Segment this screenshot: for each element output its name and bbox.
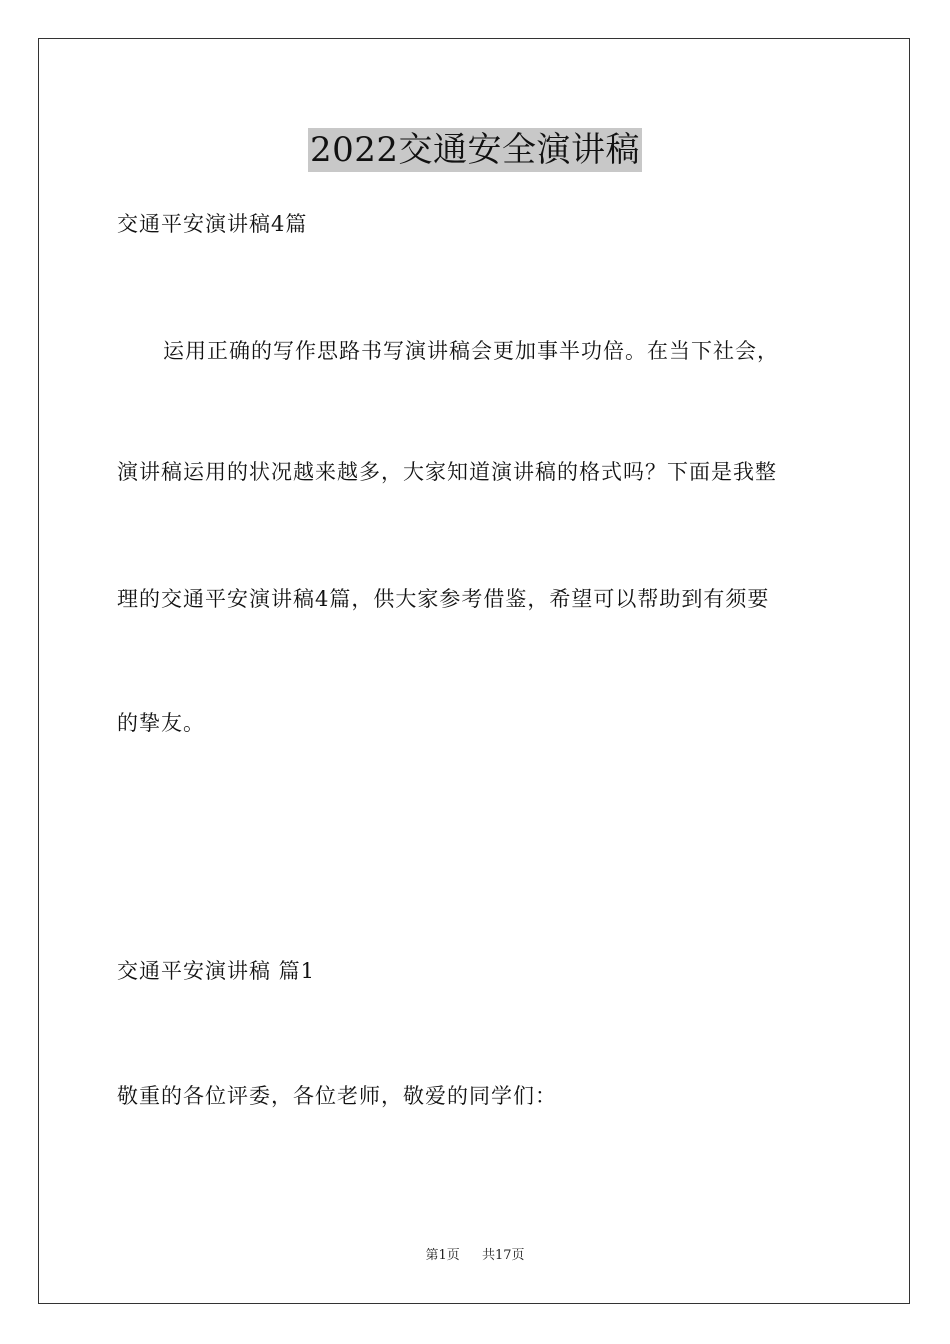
intro-line-3: 理的交通平安演讲稿4篇，供大家参考借鉴，希望可以帮助到有须要 <box>117 587 770 611</box>
page-total: 共17页 <box>481 1248 525 1263</box>
intro-line-2: 演讲稿运用的状况越来越多，大家知道演讲稿的格式吗？下面是我整 <box>117 460 777 484</box>
page-number: 第1页 <box>425 1248 460 1263</box>
section-heading: 交通平安演讲稿 篇1 <box>117 959 316 983</box>
title-container <box>0 128 950 172</box>
intro-line-4: 的挚友。 <box>117 711 205 735</box>
page-footer <box>0 1247 950 1265</box>
greeting-line: 敬重的各位评委，各位老师，敬爱的同学们： <box>117 1084 557 1108</box>
intro-line-1: 运用正确的写作思路书写演讲稿会更加事半功倍。在当下社会， <box>163 339 779 363</box>
document-subtitle: 交通平安演讲稿4篇 <box>117 212 308 236</box>
document-title: 2022交通安全演讲稿 <box>309 130 641 170</box>
